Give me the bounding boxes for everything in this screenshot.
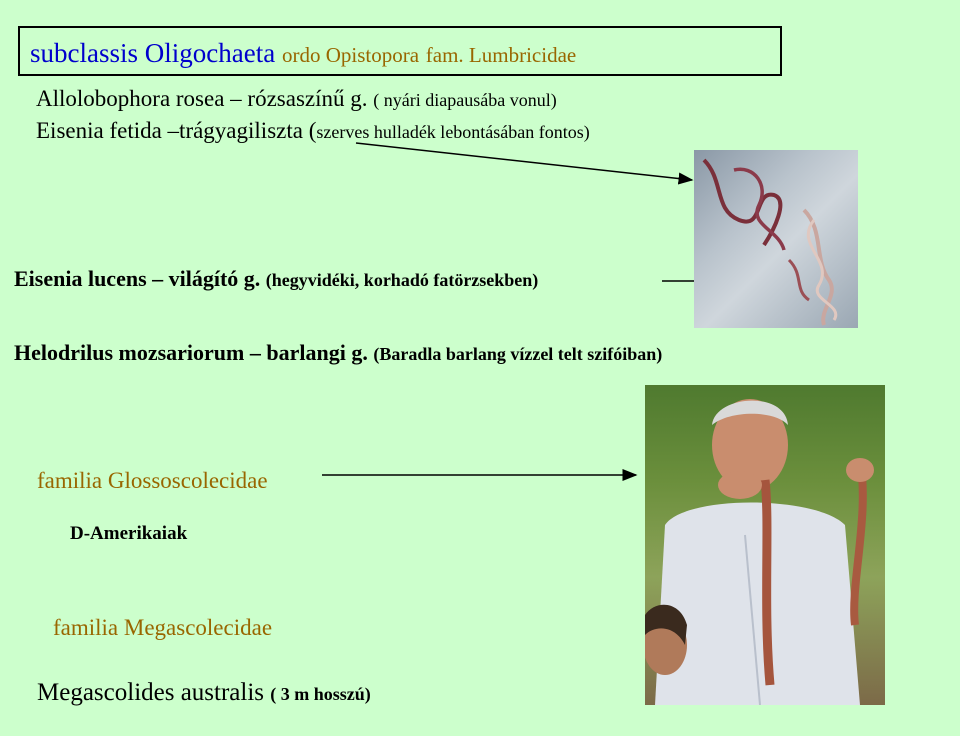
species-note: szerves hulladék lebontásában fontos) — [316, 122, 590, 142]
species-name: Helodrilus mozsariorum – barlangi g. — [14, 340, 368, 365]
species-name: Eisenia lucens – világító g. — [14, 266, 261, 291]
species-name: Allolobophora rosea – rózsaszínű g. — [36, 86, 368, 111]
giant-worm-photo — [645, 385, 885, 705]
species-note: ( 3 m hosszú) — [270, 684, 371, 704]
species-name: Eisenia fetida –trágyagiliszta ( — [36, 118, 317, 143]
title-fam: fam. Lumbricidae — [425, 43, 577, 67]
species-note: (Baradla barlang vízzel telt szifóiban) — [373, 344, 663, 364]
species-name: Megascolides australis — [37, 679, 265, 706]
species-note: (hegyvidéki, korhadó fatörzsekben) — [265, 270, 539, 290]
family-region: D-Amerikaiak — [70, 523, 188, 544]
family-glossoscolecidae: familia Glossoscolecidae — [37, 468, 268, 493]
title-subclassis: subclassis Oligochaeta — [30, 38, 276, 68]
family-megascolecidae: familia Megascolecidae — [53, 615, 273, 640]
arrow-fetida — [356, 143, 692, 180]
species-note: ( nyári diapausába vonul) — [373, 90, 557, 110]
title-ordo: ordo Opistopora — [281, 43, 420, 67]
worm-photo — [694, 150, 858, 328]
